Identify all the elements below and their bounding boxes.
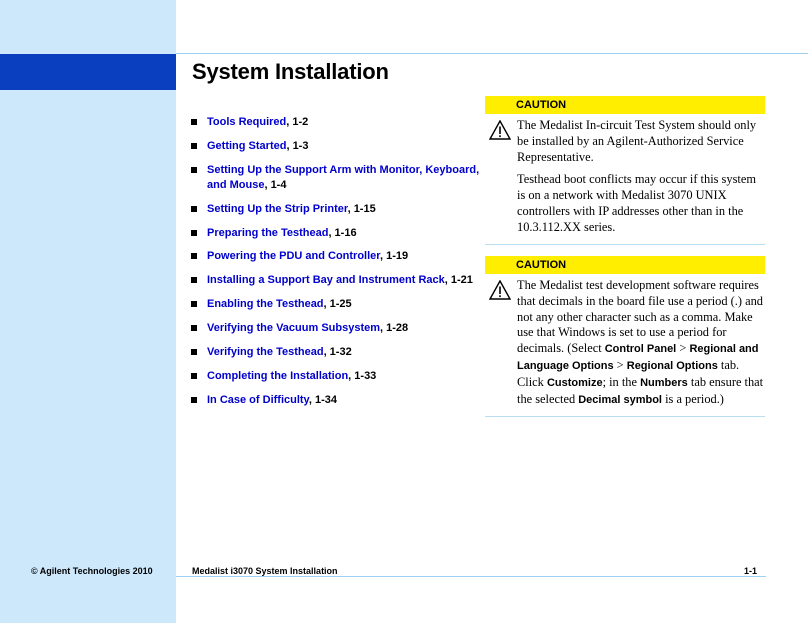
caution-box-decimal-separator <box>485 256 765 417</box>
toc-entry <box>191 321 481 336</box>
toc-entry <box>191 226 481 241</box>
footer-rule <box>176 576 766 577</box>
left-margin-band <box>0 0 176 623</box>
toc-link[interactable]: Enabling the Testhead <box>207 298 324 311</box>
ui-term-decimal-symbol: Decimal symbol <box>578 393 662 406</box>
ui-term-customize: Customize <box>546 376 603 389</box>
toc-link[interactable]: Completing the Installation <box>207 369 349 382</box>
page-title: System Installation <box>192 59 389 84</box>
toc-page-ref: , 1-15 <box>347 202 376 215</box>
toc-entry <box>191 202 481 217</box>
toc-page-ref: , 1-25 <box>323 298 352 311</box>
toc-entry <box>191 163 481 193</box>
bullet-square-icon <box>191 349 197 355</box>
caution-text: The Medalist In-circuit Test System should only be installed by an Agilent-Authorized Service Representative. <box>517 118 757 164</box>
bullet-square-icon <box>191 325 197 331</box>
toc-link[interactable]: Tools Required <box>207 116 287 128</box>
toc-entry <box>191 345 481 360</box>
toc-page-ref: , 1-3 <box>286 139 309 152</box>
ui-term-numbers: Numbers <box>640 376 688 389</box>
bullet-square-icon <box>191 143 197 149</box>
caution-text: Testhead boot conflicts may occur if this system is on a network with Medalist 3070 UNIX controllers with IP addresses other than in the 10.3.112.XX series. <box>517 172 756 234</box>
ui-term-control-panel: Control Panel <box>604 343 677 356</box>
bullet-square-icon <box>191 230 197 236</box>
bullet-square-icon <box>191 397 197 403</box>
toc-entry <box>191 297 481 312</box>
toc-page-ref: , 1-21 <box>444 274 473 287</box>
toc-entry <box>191 273 481 288</box>
toc-link[interactable]: In Case of Difficulty <box>207 393 309 406</box>
chapter-title-bar <box>0 54 176 90</box>
caution-box-authorized-installation <box>485 96 765 245</box>
warning-triangle-icon <box>489 280 511 300</box>
toc-link[interactable]: Verifying the Testhead <box>207 346 324 359</box>
ui-term-regional-language-options: Regional and Language Options <box>517 343 759 372</box>
toc-page-ref: , 1-2 <box>286 116 309 128</box>
toc-page-ref: , 1-32 <box>323 346 352 359</box>
toc-page-ref: , 1-19 <box>379 250 409 263</box>
toc-entry <box>191 139 481 154</box>
ui-term-regional-options: Regional Options <box>626 359 718 372</box>
toc-link[interactable]: Setting Up the Strip Printer <box>207 202 348 215</box>
caution-heading: CAUTION <box>485 256 765 274</box>
footer-copyright: © Agilent Technologies 2010 <box>31 566 153 576</box>
toc-link[interactable]: Setting Up the Support Arm with Monitor, Keyboard, and Mouse <box>207 163 480 191</box>
toc-link[interactable]: Powering the PDU and Controller <box>207 250 380 263</box>
toc-link[interactable]: Preparing the Testhead <box>207 226 329 239</box>
bullet-square-icon <box>191 206 197 212</box>
toc-page-ref: , 1-34 <box>308 393 338 406</box>
toc-entry <box>191 369 481 384</box>
warning-triangle-icon <box>489 120 511 140</box>
toc-page-ref: , 1-33 <box>348 369 377 382</box>
toc-page-ref: , 1-28 <box>380 322 409 335</box>
header-rule <box>176 53 808 54</box>
toc-entry <box>191 249 481 264</box>
toc-entry <box>191 393 481 408</box>
bullet-square-icon <box>191 167 197 173</box>
toc-link[interactable]: Installing a Support Bay and Instrument Rack <box>207 274 445 287</box>
toc-page-ref: , 1-16 <box>328 226 357 239</box>
footer-page-number: 1-1 <box>744 566 758 576</box>
footer-document-title: Medalist i3070 System Installation <box>192 566 338 576</box>
caution-text: The Medalist test development software requires that decimals in the board file use a period (.) and not any other character such as a comma. Make use that Windows is set to use a period for decimals. (Select Control Panel > Regional and Language Options > Regional Options tab. Click Customize; in the Numbers tab ensure that the selected Decimal symbol is a period.) <box>517 278 764 406</box>
toc-entry <box>191 115 481 130</box>
chapter-contents-list <box>191 115 481 417</box>
caution-body <box>485 114 765 244</box>
caution-heading: CAUTION <box>485 96 765 114</box>
bullet-square-icon <box>191 373 197 379</box>
bullet-square-icon <box>191 253 197 259</box>
toc-link[interactable]: Verifying the Vacuum Subsystem <box>207 322 381 335</box>
toc-link[interactable]: Getting Started <box>207 139 287 152</box>
caution-body <box>485 274 765 416</box>
bullet-square-icon <box>191 119 197 125</box>
toc-page-ref: , 1-4 <box>264 178 287 191</box>
bullet-square-icon <box>191 301 197 307</box>
bullet-square-icon <box>191 277 197 283</box>
